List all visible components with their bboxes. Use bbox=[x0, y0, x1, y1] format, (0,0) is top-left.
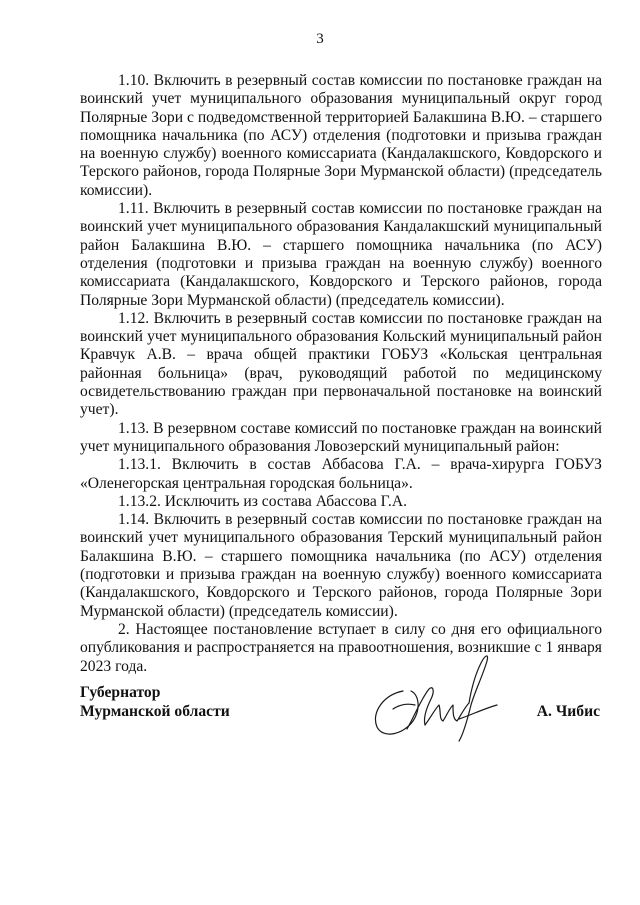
signer-title-line-1: Губернатор bbox=[80, 684, 161, 701]
signer-title bbox=[80, 683, 230, 721]
paragraph-1-11: 1.11. Включить в резервный состав комиссии по постановке граждан на воинский учет муниципального образования Кандалакшский муниципальный район Балакшина В.Ю. – старшего помощника начальника (по АСУ) отделения (подготовки и призыва граждан на военную службу) военного комиссариата (Кандалакшского, Ковдорского и Терского районов, города Полярные Зори Мурманской области) (председатель комиссии). bbox=[80, 200, 602, 309]
signer-title-line-2: Мурманской области bbox=[80, 703, 230, 720]
signer-name: А. Чибис bbox=[536, 703, 600, 720]
signature-block bbox=[80, 683, 602, 773]
paragraph-2: 2. Настоящее постановление вступает в силу со дня его официального опубликования и распространяется на правоотношения, возникшие с 1 января 2023 года. bbox=[80, 620, 602, 675]
paragraph-1-13-2: 1.13.2. Исключить из состава Абассова Г.А. bbox=[118, 492, 407, 510]
page-number: 3 bbox=[316, 31, 324, 47]
paragraph-1-12: 1.12. Включить в резервный состав комиссии по постановке граждан на воинский учет муниципального образования Кольский муниципальный район Кравчук А.В. – врача общей практики ГОБУЗ «Кольская центральная районная больница» (врач, руководящий работой по медицинскому освидетельствованию граждан при первоначальной постановке на воинский учет). bbox=[80, 309, 602, 419]
paragraph-1-14: 1.14. Включить в резервный состав комиссии по постановке граждан на воинский учет муниципального образования Терский муниципальный район Балакшина В.Ю. – старшего помощника начальника (по АСУ) отделения (подготовки и призыва граждан на военную службу) военного комиссариата (Кандалакшского, Ковдорского и Терского районов, города Полярные Зори Мурманской области) (председатель комиссии). bbox=[80, 511, 602, 620]
paragraph-1-13-1: 1.13.1. Включить в состав Аббасова Г.А. – врача-хирурга ГОБУЗ «Оленегорская центральная городская больница». bbox=[80, 456, 602, 492]
paragraph-1-13: 1.13. В резервном составе комиссий по постановке граждан на воинский учет муниципального образования Ловозерский муниципальный район: bbox=[80, 419, 602, 455]
handwritten-signature bbox=[363, 645, 513, 745]
paragraph-1-10: 1.10. Включить в резервный состав комиссии по постановке граждан на воинский учет муниципального образования муниципальный округ город Полярные Зори с подведомственной территорией Балакшина В.Ю. – старшего помощника начальника (по АСУ) отделения (подготовки и призыва граждан на военную службу) военного комиссариата (Кандалакшского, Ковдорского и Терского районов, города Полярные Зори Мурманской области) (председатель комиссии). bbox=[80, 72, 602, 199]
document-body bbox=[80, 72, 602, 676]
